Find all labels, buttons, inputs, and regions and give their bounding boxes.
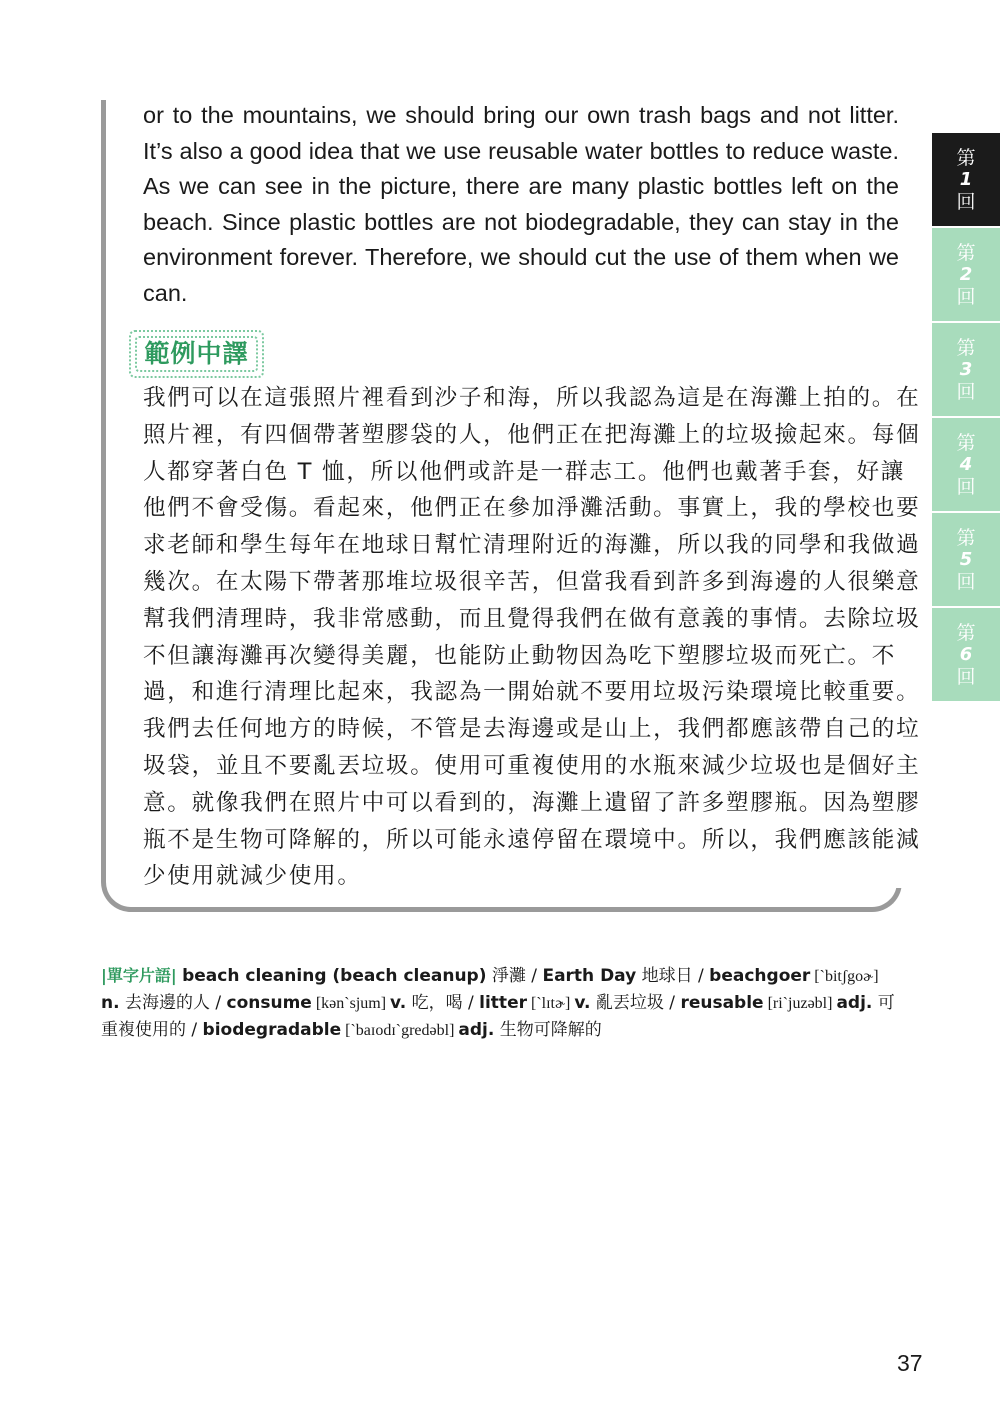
chinese-line: 他們不會受傷。看起來，他們正在參加淨灘活動。事實上，我的學校也要 (143, 495, 921, 522)
tab-bottom: 回 (956, 570, 976, 593)
chapter-tabs (932, 133, 1000, 703)
chinese-line: 照片裡，有四個帶著塑膠袋的人，他們正在把海灘上的垃圾撿起來。每個 (143, 421, 921, 448)
vocab-pos: n. (101, 993, 120, 1013)
vocab-phonetic: [kənˋsjum] (311, 995, 391, 1012)
tab-round-1[interactable] (932, 133, 1000, 228)
vocab-word: beach cleaning (beach cleanup) (182, 966, 487, 986)
chinese-line: 我們去任何地方的時候，不管是去海邊或是山上，我們都應該帶自己的垃 (143, 716, 921, 743)
chinese-line: 少使用就減少使用。 (143, 863, 362, 890)
tab-number: 1 (959, 168, 973, 190)
vocab-def: 亂丟垃圾 / (590, 993, 681, 1013)
tab-number: 4 (959, 453, 973, 475)
chinese-line: 我們可以在這張照片裡看到沙子和海，所以我認為這是在海灘上拍的。在 (143, 385, 921, 411)
vocab-word: Earth Day (542, 966, 637, 986)
vocab-pos: v. (390, 993, 407, 1013)
tab-number: 6 (959, 643, 973, 665)
vocab-phonetic: [riˋjuzəbl] (763, 995, 837, 1012)
chinese-line: 幫我們清理時，我非常感動，而且覺得我們在做有意義的事情。去除垃圾 (143, 605, 921, 632)
vocab-word: reusable (680, 993, 764, 1013)
section-heading-badge (129, 330, 264, 378)
tab-round-6[interactable] (932, 608, 1000, 703)
vocab-def: 可重複使用的 / (101, 993, 895, 1040)
tab-bottom: 回 (956, 285, 976, 308)
vocab-pos: adj. (458, 1020, 495, 1040)
tab-number: 5 (959, 548, 973, 570)
tab-round-4[interactable] (932, 418, 1000, 513)
english-paragraph: or to the mountains, we should bring our own trash bags and not litter. It’s also a good idea that we use reusable water bottles to reduce waste. As we can see in the picture, there are many plastic bottles left on the beach. Since plastic bottles are not biodegradable, they can stay in the environment forever. Therefore, we should cut the use of them when we can. (143, 102, 899, 306)
tab-round-2[interactable] (932, 228, 1000, 323)
tab-bottom: 回 (956, 380, 976, 403)
chinese-line: 求老師和學生每年在地球日幫忙清理附近的海灘，所以我的同學和我做過 (143, 532, 921, 559)
tab-top: 第 (956, 146, 976, 169)
tab-bottom: 回 (956, 475, 976, 498)
tab-top: 第 (956, 431, 976, 454)
vocab-pos: adj. (836, 993, 873, 1013)
vocab-phonetic: [ˋbaɪodɪˋgredəbl] (341, 1022, 459, 1039)
vocabulary-notes (101, 962, 901, 1044)
chinese-line: 人都穿著白色 T 恤，所以他們或許是一群志工。他們也戴著手套，好讓 (143, 458, 906, 485)
vocab-tag: |單字片語| (101, 966, 177, 985)
vocab-pos: v. (574, 993, 591, 1013)
chinese-line: 圾袋，並且不要亂丟垃圾。使用可重複使用的水瓶來減少垃圾也是個好主 (143, 752, 921, 779)
tab-bottom: 回 (956, 665, 976, 688)
chinese-line: 過，和進行清理比起來，我認為一開始就不要用垃圾污染環境比較重要。 (143, 679, 921, 706)
tab-top: 第 (956, 526, 976, 549)
chinese-line: 意。就像我們在照片中可以看到的，海灘上遺留了許多塑膠瓶。因為塑膠 (143, 789, 921, 816)
vocab-word: biodegradable (202, 1020, 342, 1040)
tab-round-5[interactable] (932, 513, 1000, 608)
tab-top: 第 (956, 336, 976, 359)
chinese-line: 不但讓海灘再次變得美麗，也能防止動物因為吃下塑膠垃圾而死亡。不 (143, 642, 897, 669)
vocab-def: 吃，喝 / (406, 993, 480, 1013)
vocab-def: 生物可降解的 (494, 1020, 602, 1040)
chinese-line: 幾次。在太陽下帶著那堆垃圾很辛苦，但當我看到許多到海邊的人很樂意 (143, 568, 921, 595)
tab-top: 第 (956, 621, 976, 644)
chinese-translation (143, 380, 921, 895)
vocab-word: beachgoer (709, 966, 811, 986)
vocab-phonetic: [ˋlɪtɚ] (526, 995, 575, 1012)
tab-number: 2 (959, 263, 973, 285)
page-number: 37 (897, 1350, 923, 1376)
tab-round-3[interactable] (932, 323, 1000, 418)
vocab-word: litter (479, 993, 527, 1013)
vocab-word: consume (226, 993, 312, 1013)
vocab-def: 去海邊的人 / (119, 993, 227, 1013)
section-heading: 範例中譯 (144, 339, 249, 368)
tab-number: 3 (959, 358, 973, 380)
vocab-phonetic: [ˋbitʃgoɚ] (810, 968, 879, 985)
vocab-def: 地球日 / (636, 966, 710, 986)
chinese-line: 瓶不是生物可降解的，所以可能永遠停留在環境中。所以，我們應該能減 (143, 826, 921, 853)
tab-bottom: 回 (956, 190, 976, 213)
vocab-def: 淨灘 / (486, 966, 543, 986)
tab-top: 第 (956, 241, 976, 264)
